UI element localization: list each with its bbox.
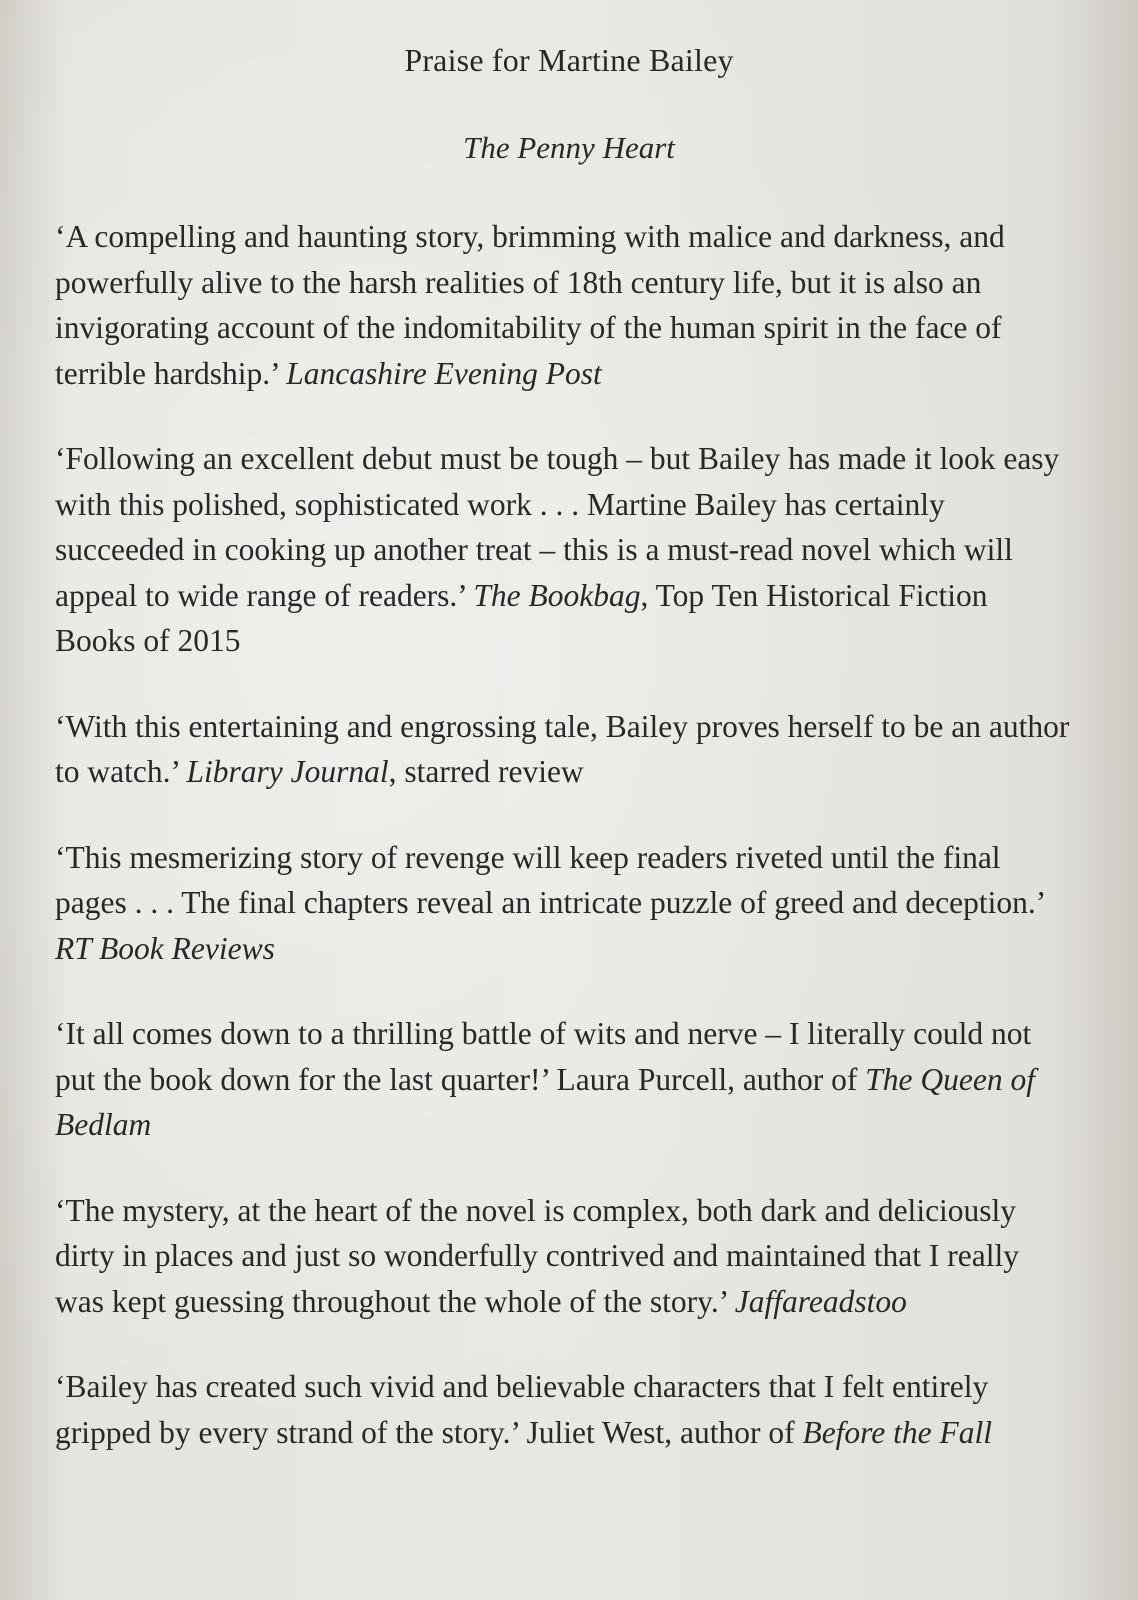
- quote-source: Lancashire Evening Post: [286, 355, 602, 391]
- quote-source: Before the Fall: [802, 1414, 992, 1450]
- review-quote: [55, 835, 1075, 972]
- quote-text: ‘With this entertaining and engrossing tale, Bailey proves herself to be an author to watch.’: [55, 708, 1070, 789]
- quote-source: Library Journal: [186, 754, 389, 789]
- review-quote: [55, 704, 1075, 795]
- review-quote: [55, 1364, 1075, 1455]
- page-heading: Praise for Martine Bailey: [404, 42, 734, 78]
- review-quote: [55, 214, 1075, 396]
- quote-text: ‘The mystery, at the heart of the novel is complex, both dark and deliciously dirty in places and just so wonderfully contrived and maintained that I really was kept guessing throughout the whole of the story.’: [55, 1192, 1019, 1319]
- quote-source: RT Book Reviews: [55, 930, 275, 966]
- quote-text: ‘Bailey has created such vivid and believable characters that I felt entirely gripped by every strand of the story.’ Juliet West, author of: [55, 1369, 989, 1450]
- quote-source: The Bookbag: [473, 577, 641, 613]
- review-quote: [55, 1188, 1075, 1325]
- quote-text: ‘It all comes down to a thrilling battle of wits and nerve – I literally could not put the book down for the last quarter!’ Laura Purcell, author of: [55, 1016, 1032, 1097]
- review-quote: [55, 436, 1075, 664]
- quote-suffix: , Top Ten Historical Fiction Books of 2015: [55, 577, 988, 658]
- quote-text: ‘Following an excellent debut must be tough – but Bailey has made it look easy with this polished, sophisticated work . . . Martine Bailey has certainly succeeded in cooking up another treat – this is a must-read novel which will appeal to wide range of readers.’: [55, 441, 1060, 613]
- quote-text: ‘A compelling and haunting story, brimming with malice and darkness, and powerfully alive to the harsh realities of 18th century life, but it is also an invigorating account of the indomitability of the human spirit in the face of terrible hardship.’: [55, 219, 1005, 391]
- book-title: The Penny Heart: [463, 130, 675, 165]
- quote-source: The Queen of Bedlam: [55, 1061, 1035, 1142]
- quote-text: ‘This mesmerizing story of revenge will keep readers riveted until the final pages . . . The final chapters reveal an intricate puzzle of greed and deception.’: [55, 839, 1044, 920]
- review-quote: [55, 1011, 1075, 1148]
- review-quotes: [55, 214, 1075, 1495]
- quote-suffix: , starred review: [388, 754, 584, 789]
- quote-source: Jaffareadstoo: [734, 1283, 907, 1319]
